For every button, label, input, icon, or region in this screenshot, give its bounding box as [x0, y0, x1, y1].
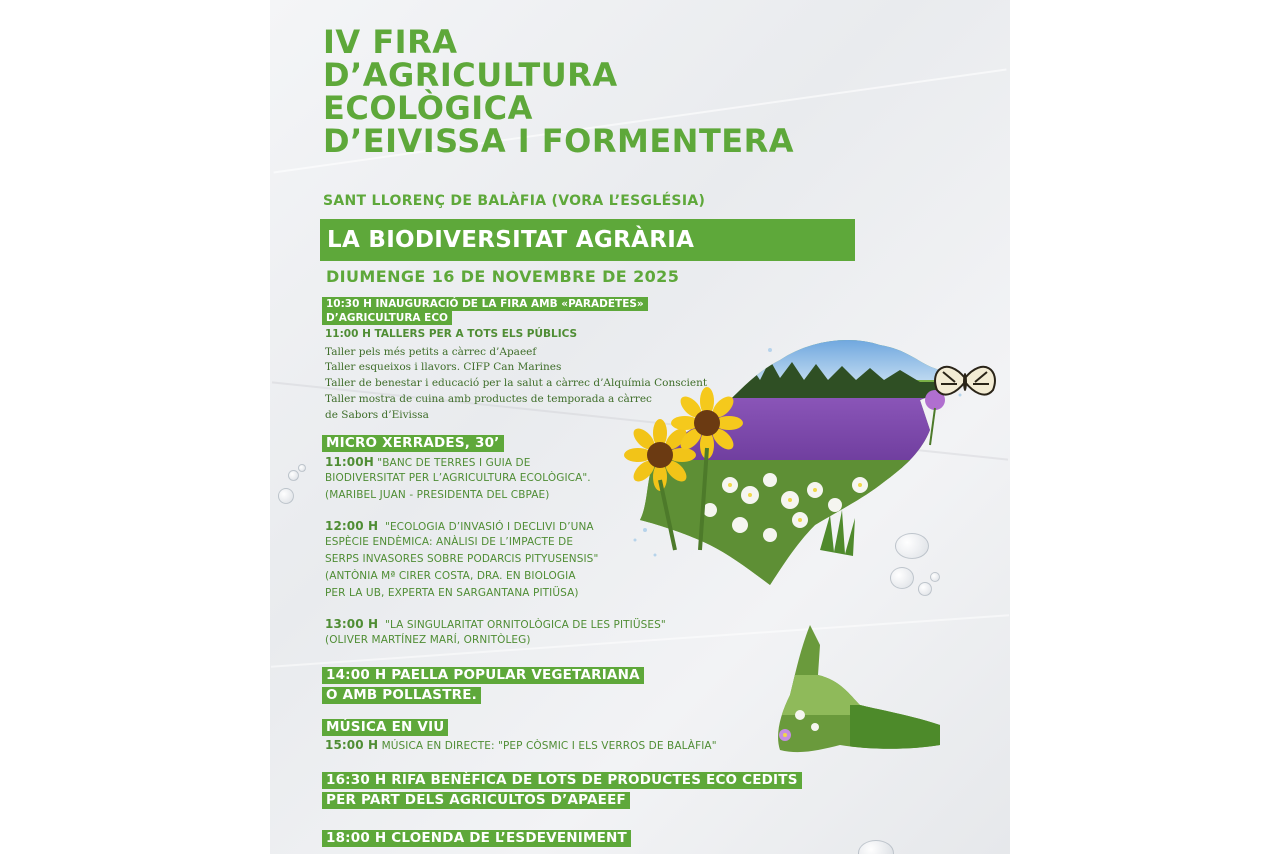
talk-2-line-1 — [325, 519, 594, 533]
music-line — [325, 738, 717, 752]
event-date: DIUMENGE 16 DE NOVEMBRE DE 2025 — [326, 267, 680, 286]
paella-line-1: 14:00 H PAELLA POPULAR VEGETARIANA — [322, 667, 644, 684]
flower-icon — [779, 729, 791, 741]
workshop-item: de Sabors d’Eivissa — [325, 409, 429, 421]
title-line: D’AGRICULTURA — [323, 56, 618, 94]
workshops-title: 11:00 H TALLERS PER A TOTS ELS PÚBLICS — [325, 328, 578, 340]
paella-line-2: O AMB POLLASTRE. — [322, 687, 481, 704]
raffle-line-2: PER PART DELS AGRICULTOS D’APAEEF — [322, 792, 630, 809]
title-line: IV FIRA — [323, 23, 458, 61]
talk-2-text: "ECOLOGIA D’INVASIÓ I DECLIVI D’UNA — [385, 521, 594, 533]
water-drop-icon — [918, 582, 932, 596]
event-theme-banner: LA BIODIVERSITAT AGRÀRIA — [320, 219, 855, 261]
talk-3-time: 13:00 H — [325, 617, 379, 631]
event-location: SANT LLORENÇ DE BALÀFIA (VORA L’ESGLÉSIA) — [323, 193, 706, 209]
poster-title — [323, 23, 795, 160]
talk-1-time: 11:00H — [325, 455, 374, 469]
event-poster — [270, 0, 1010, 854]
talk-2-line-5: PER LA UB, EXPERTA EN SARGANTANA PITIÜSA) — [325, 587, 579, 599]
workshop-item: Taller esqueixos i llavors. CIFP Can Marines — [325, 361, 562, 373]
opening-line-1: 10:30 H INAUGURACIÓ DE LA FIRA AMB «PARADETES» — [322, 297, 648, 311]
water-drop-icon — [298, 464, 306, 472]
talk-2-line-4: (ANTÒNIA Mª CIRER COSTA, DRA. EN BIOLOGIA — [325, 570, 576, 582]
talk-1-line-2: BIODIVERSITAT PER L’AGRICULTURA ECOLÒGICA". — [325, 472, 591, 484]
water-drop-icon — [288, 470, 299, 481]
talk-3-text: "LA SINGULARITAT ORNITOLÒGICA DE LES PITIÜSES" — [385, 619, 666, 631]
workshop-item: Taller pels més petits a càrrec d’Apaeef — [325, 346, 537, 358]
music-title: MÚSICA EN VIU — [322, 719, 448, 736]
formentera-illustration — [740, 615, 960, 760]
water-drop-icon — [890, 567, 914, 589]
talk-2-line-2: ESPÈCIE ENDÈMICA: ANÀLISI DE L’IMPACTE DE — [325, 536, 574, 548]
workshop-item: Taller mostra de cuina amb productes de temporada a càrrec — [325, 393, 652, 405]
talk-3-line-1 — [325, 617, 666, 631]
talk-2-line-3: SERPS INVASORES SOBRE PODARCIS PITYUSENSIS" — [325, 553, 599, 565]
raffle-line-1: 16:30 H RIFA BENÈFICA DE LOTS DE PRODUCTES ECO CEDITS — [322, 772, 802, 789]
butterfly-icon — [935, 367, 995, 395]
water-drop-icon — [858, 840, 894, 854]
talk-1-text: "BANC DE TERRES I GUIA DE — [377, 457, 531, 469]
title-line: ECOLÒGICA — [323, 89, 533, 127]
talk-2-time: 12:00 H — [325, 519, 379, 533]
title-line: D’EIVISSA I FORMENTERA — [323, 122, 795, 160]
music-time: 15:00 H — [325, 738, 379, 752]
closing-line: 18:00 H CLOENDA DE L’ESDEVENIMENT — [322, 830, 631, 847]
water-drop-icon — [930, 572, 940, 582]
water-drop-icon — [895, 533, 929, 559]
talk-1-line-1 — [325, 455, 530, 469]
talk-3-line-2: (OLIVER MARTÍNEZ MARÍ, ORNITÒLEG) — [325, 634, 531, 646]
music-text: MÚSICA EN DIRECTE: "PEP CÒSMIC I ELS VERROS DE BALÀFIA" — [381, 740, 717, 752]
island-map-illustration — [620, 320, 1000, 600]
opening-line-2: D’AGRICULTURA ECO — [322, 311, 452, 325]
water-drop-icon — [278, 488, 294, 504]
workshop-item: Taller de benestar i educació per la salut a càrrec d’Alquímia Conscient — [325, 377, 708, 389]
talk-1-line-3: (MARIBEL JUAN - PRESIDENTA DEL CBPAE) — [325, 489, 550, 501]
talks-title: MICRO XERRADES, 30’ — [322, 435, 504, 452]
